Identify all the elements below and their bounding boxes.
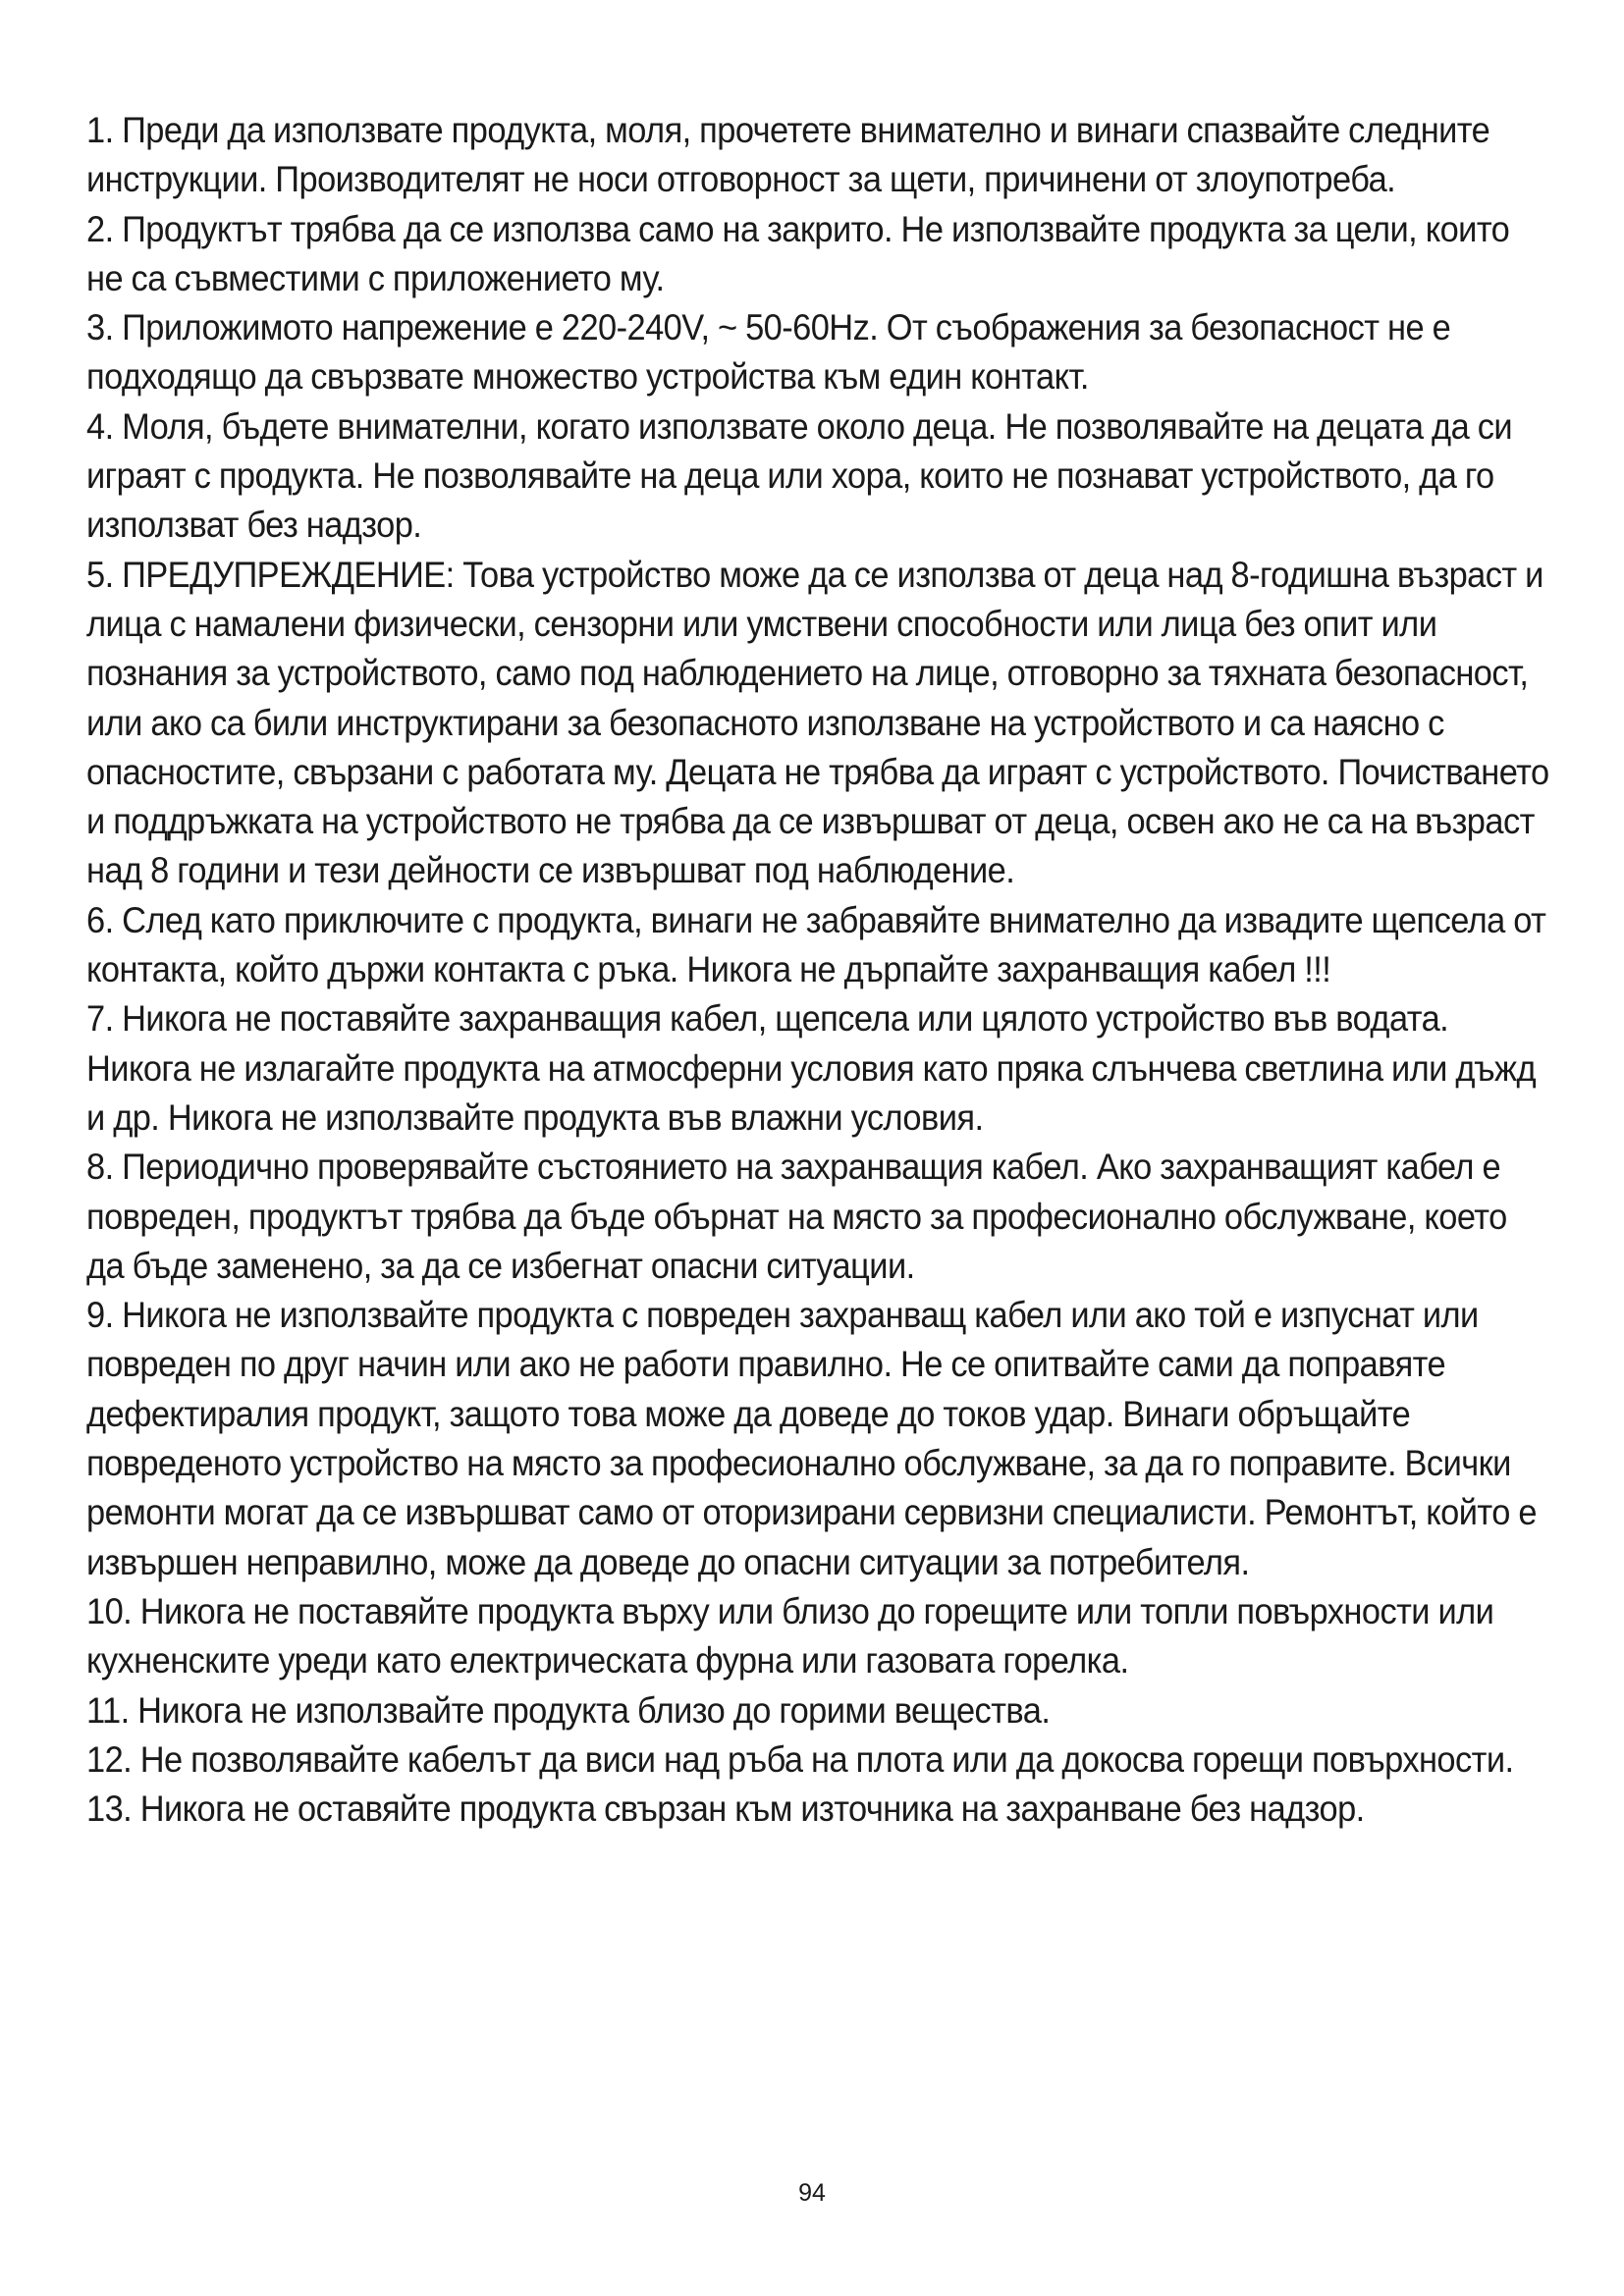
instruction-item-12: 12. Не позволявайте кабелът да виси над ръба на плота или да докосва горещи повърхности.	[86, 1738, 1514, 1780]
instruction-item-3: 3. Приложимото напрежение е 220-240V, ~ 50-60Hz. От съображения за безопасност не е подходящо да свързвате множество устройства към един контакт.	[86, 307, 1451, 398]
instruction-item-10: 10. Никога не поставяйте продукта върху или близо до горещите или топли повърхности или кухненските уреди като електрическата фурна или газовата горелка.	[86, 1590, 1494, 1682]
instruction-item-13: 13. Никога не оставяйте продукта свързан към източника на захранване без надзор.	[86, 1789, 1365, 1830]
page-number: 94	[798, 2179, 826, 2207]
instruction-item-5: 5. ПРЕДУПРЕЖДЕНИЕ: Това устройство може да се използва от деца над 8-годишна възраст и лица с намалени физически, сензорни или умствени способности или лица без опит или познания за устройството, само под наблюдението на лице, отговорно за тяхната безопасност, или ако са били инструктирани за безопасното използване на устройството и са наясно с опасностите, свързани с работата му. Децата не трябва да играят с устройството. Почистването и поддръжката на устройството не трябва да се извършват от деца, освен ако не са на възраст над 8 години и тези дейности се извършват под наблюдение.	[86, 554, 1549, 891]
instruction-item-11: 11. Никога не използвайте продукта близо до горими вещества.	[86, 1689, 1051, 1731]
instruction-item-1: 1. Преди да използвате продукта, моля, прочетете внимателно и винаги спазвайте следните инструкции. Производителят не носи отговорност за щети, причинени от злоупотреба.	[86, 110, 1490, 200]
instruction-item-9: 9. Никога не използвайте продукта с повреден захранващ кабел или ако той е изпуснат или повреден по друг начин или ако не работи правилно. Не се опитвайте сами да поправяте дефектиралия продукт, защото това може да доведе до токов удар. Винаги обръщайте повреденото устройство на място за професионално обслужване, за да го поправите. Всички ремонти могат да се извършват само от оторизирани сервизни специалисти. Ремонтът, който е извършен неправилно, може да доведе до опасни ситуации за потребителя.	[86, 1295, 1537, 1582]
instruction-item-4: 4. Моля, бъдете внимателни, когато използвате около деца. Не позволявайте на децата да си играят с продукта. Не позволявайте на деца или хора, които не познават устройството, да го използват без надзор.	[86, 405, 1513, 546]
instruction-item-8: 8. Периодично проверявайте състоянието на захранващия кабел. Ако захранващият кабел е повреден, продуктът трябва да бъде обърнат на място за професионално обслужване, което да бъде заменено, за да се избегнат опасни ситуации.	[86, 1147, 1507, 1286]
instruction-item-7: 7. Никога не поставяйте захранващия кабел, щепсела или цялото устройство във водата. Никога не излагайте продукта на атмосферни условия като пряка слънчева светлина или дъжд и др. Никога не използвайте продукта във влажни условия.	[86, 998, 1537, 1138]
instruction-item-2: 2. Продуктът трябва да се използва само на закрито. Не използвайте продукта за цели, които не са съвместими с приложението му.	[86, 208, 1510, 298]
instruction-item-6: 6. След като приключите с продукта, винаги не забравяйте внимателно да извадите щепсела от контакта, който държи контакта с ръка. Никога не дърпайте захранващия кабел !!!	[86, 899, 1546, 990]
instructions-list	[86, 106, 1549, 1834]
